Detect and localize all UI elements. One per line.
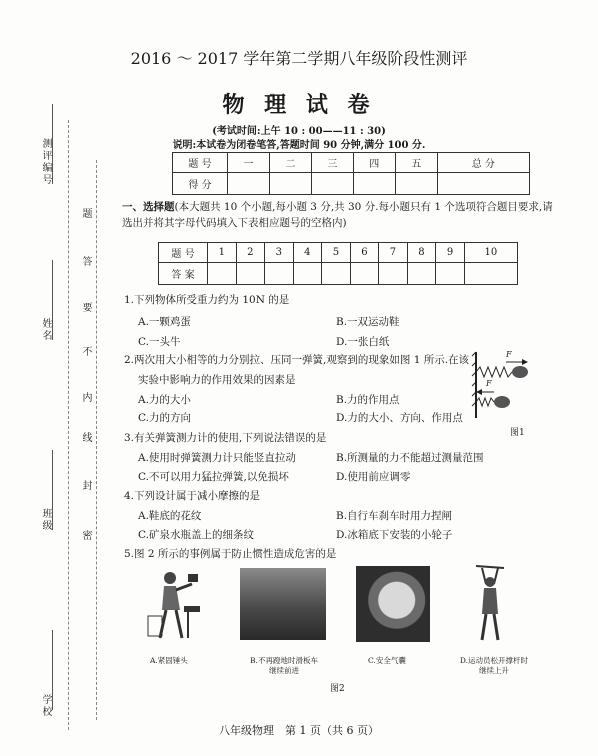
question-1-option-a[interactable]: A.一颗鸡蛋 xyxy=(138,316,191,328)
seal-char-5: 不 xyxy=(80,346,91,358)
answer-row-label: 答 案 xyxy=(159,263,208,285)
answer-number: 10 xyxy=(464,243,517,263)
answer-cell[interactable] xyxy=(350,263,379,285)
class-blank xyxy=(52,450,53,530)
seal-char-6: 要 xyxy=(80,302,91,314)
question-3-option-c[interactable]: C.不可以用力猛拉弹簧,以免损坏 xyxy=(138,471,289,483)
seal-char-1: 密 xyxy=(80,530,91,542)
figure-2-caption: 图2 xyxy=(330,684,345,694)
figure-1-force-label-bottom: F xyxy=(486,379,492,388)
question-2-option-c[interactable]: C.力的方向 xyxy=(138,412,191,424)
score-cell[interactable] xyxy=(395,173,437,195)
answer-header-label: 题 号 xyxy=(159,243,208,263)
score-cell[interactable] xyxy=(269,173,311,195)
school-blank xyxy=(52,630,53,710)
question-2-stem: 2.两次用大小相等的力分别拉、压同一弹簧,观察到的现象如图 1 所示.在该 xyxy=(124,354,470,366)
answer-number: 6 xyxy=(350,243,379,263)
score-header-4: 四 xyxy=(353,153,395,173)
score-cell[interactable] xyxy=(228,173,270,195)
figure-2d-label xyxy=(446,656,542,676)
answer-cell[interactable] xyxy=(265,263,294,285)
answer-cell[interactable] xyxy=(407,263,436,285)
answer-cell[interactable] xyxy=(379,263,408,285)
question-3-option-d[interactable]: D.使用前应调零 xyxy=(336,471,411,483)
answer-cell[interactable] xyxy=(436,263,465,285)
score-cell[interactable] xyxy=(353,173,395,195)
exam-note: 说明:本试卷为闭卷笔答,答题时间 90 分钟,满分 100 分. xyxy=(172,140,426,151)
score-table xyxy=(172,152,530,195)
question-4-stem: 4.下列设计属于减小摩擦的是 xyxy=(124,490,261,502)
answer-number: 5 xyxy=(322,243,351,263)
question-4-option-d[interactable]: D.冰箱底下安装的小轮子 xyxy=(336,529,453,541)
figure-1-spring-diagram xyxy=(470,350,532,420)
class-label: 班级 xyxy=(40,508,51,532)
question-2-option-d[interactable]: D.力的大小、方向、作用点 xyxy=(336,412,463,424)
score-header-total: 总 分 xyxy=(437,153,529,173)
answer-cell[interactable] xyxy=(293,263,322,285)
seal-char-7: 答 xyxy=(80,256,91,268)
question-2-stem-cont: 实验中影响力的作用效果的因素是 xyxy=(138,374,296,386)
score-cell[interactable] xyxy=(437,173,529,195)
answer-number: 9 xyxy=(436,243,465,263)
answer-cell[interactable] xyxy=(208,263,237,285)
question-3-option-b[interactable]: B.所测量的力不能超过测量范围 xyxy=(336,452,484,464)
page-footer: 八年级物理 第 1 页（共 6 页） xyxy=(219,724,379,737)
section-1-intro xyxy=(122,199,562,231)
score-cell[interactable] xyxy=(311,173,353,195)
score-header-1: 一 xyxy=(228,153,270,173)
seal-char-4: 内 xyxy=(80,392,91,404)
answer-number: 4 xyxy=(293,243,322,263)
question-4-option-c[interactable]: C.矿泉水瓶盖上的细条纹 xyxy=(138,529,254,541)
figure-2b-label-line-1: B.不再蹬地时滑板车 xyxy=(250,656,318,665)
score-row-label: 得 分 xyxy=(173,173,228,195)
answer-number: 1 xyxy=(208,243,237,263)
question-1-option-c[interactable]: C.一头牛 xyxy=(138,336,181,348)
question-2-option-b[interactable]: B.力的作用点 xyxy=(336,394,400,406)
seal-char-3: 线 xyxy=(80,432,91,444)
question-1-stem: 1.下列物体所受重力约为 10N 的是 xyxy=(124,294,290,306)
figure-2b-label-line-2: 继续前进 xyxy=(269,666,299,675)
answer-cell[interactable] xyxy=(236,263,265,285)
score-header-3: 三 xyxy=(311,153,353,173)
score-header-2: 二 xyxy=(269,153,311,173)
figure-1-force-label-top: F xyxy=(506,350,512,359)
question-3-stem: 3.有关弹簧测力计的使用,下列说法错误的是 xyxy=(124,432,327,444)
score-header-label: 题 号 xyxy=(173,153,228,173)
figure-2d-pole-vault-image xyxy=(468,564,512,644)
answer-cell[interactable] xyxy=(464,263,517,285)
section-1-heading: 一、选择题 xyxy=(122,201,175,213)
answer-number: 7 xyxy=(379,243,408,263)
figure-2c-label: C.安全气囊 xyxy=(368,656,406,665)
figure-2d-label-line-2: 继续上升 xyxy=(479,666,509,675)
figure-2b-label xyxy=(232,656,336,676)
answer-table xyxy=(158,242,518,285)
section-1-instruction-2: 选出并将其字母代码填入下表相应题号的空格内) xyxy=(122,217,347,229)
figure-2b-scooter-image xyxy=(240,568,326,640)
question-1-option-d[interactable]: D.一张白纸 xyxy=(336,336,390,348)
figure-1-caption: 图1 xyxy=(510,428,525,438)
exam-time: (考试时间:上午 10 : 00——11 : 30) xyxy=(212,126,386,137)
name-blank xyxy=(52,260,53,340)
question-4-option-a[interactable]: A.鞋底的花纹 xyxy=(138,510,202,522)
answer-number: 8 xyxy=(407,243,436,263)
exam-series-title: 2016 ～ 2017 学年第二学期八年级阶段性测评 xyxy=(130,49,468,68)
answer-number: 2 xyxy=(236,243,265,263)
figure-2a-hammer-image xyxy=(140,566,206,646)
name-label: 姓名 xyxy=(40,318,51,342)
figure-2a-label: A.紧固锤头 xyxy=(150,656,188,665)
question-1-option-b[interactable]: B.一双运动鞋 xyxy=(336,316,400,328)
figure-2c-airbag-image xyxy=(356,566,430,642)
page-title: 物 理 试 卷 xyxy=(222,92,376,118)
figure-2d-label-line-1: D.运动员松开撑杆时 xyxy=(459,656,529,665)
seal-char-2: 封 xyxy=(80,480,91,492)
answer-number: 3 xyxy=(265,243,294,263)
school-label: 学校 xyxy=(40,694,51,718)
binding-line-inner xyxy=(96,160,97,720)
question-2-option-a[interactable]: A.力的大小 xyxy=(138,394,191,406)
question-5-stem: 5.图 2 所示的事例属于防止惯性造成危害的是 xyxy=(124,548,337,560)
binding-line-outer xyxy=(68,120,69,730)
answer-cell[interactable] xyxy=(322,263,351,285)
exam-number-label: 测评编号 xyxy=(40,138,51,186)
score-header-5: 五 xyxy=(395,153,437,173)
section-1-instruction-1: (本大题共 10 个小题,每小题 3 分,共 30 分.每小题只有 1 个选项符合题目要求,请 xyxy=(174,201,553,213)
question-3-option-a[interactable]: A.使用时弹簧测力计只能竖直拉动 xyxy=(138,452,296,464)
question-4-option-b[interactable]: B.自行车刹车时用力捏闸 xyxy=(336,510,453,522)
seal-char-8: 题 xyxy=(80,208,91,220)
